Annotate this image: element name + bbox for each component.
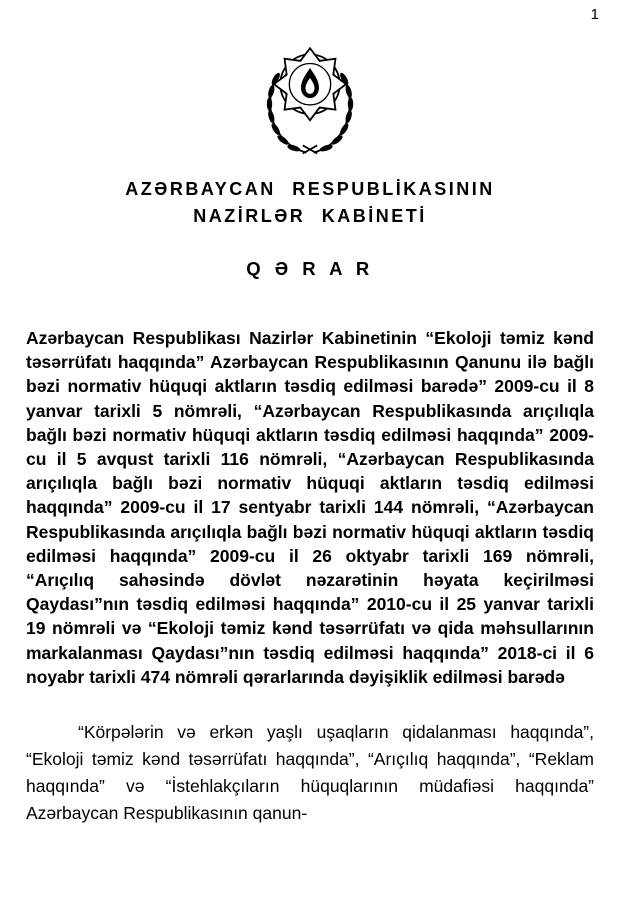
document-type-heading: Q Ə R A R [246,258,374,279]
organization-name [26,176,594,230]
coat-of-arms-icon [26,0,594,160]
page-number: 1 [590,6,599,23]
organization-name-line2: NAZİRLƏR KABİNETİ [193,206,427,226]
decree-title: Azərbaycan Respublikası Nazirlər Kabinetinin “Ekoloji təmiz kənd təsərrüfatı haqqında” Azərbaycan Respublikasının Qanunu ilə bağlı bəzi normativ hüquqi aktların təsdiq edilməsi barədə” 2009-cu il 8 yanvar tarixli 5 nömrəli, “Azərbaycan Respublikasında arıçılıqla bağlı bəzi normativ hüquqi aktların təsdiq edilməsi haqqında” 2009-cu il 5 avqust tarixli 116 nömrəli, “Azərbaycan Respublikasında arıçılıqla bağlı bəzi normativ hüquqi aktların təsdiq edilməsi haqqında” 2009-cu il 17 sentyabr tarixli 144 nömrəli, “Azərbaycan Respublikasında arıçılıqla bağlı bəzi normativ hüquqi aktların təsdiq edilməsi haqqında” 2009-cu il 26 oktyabr tarixli 169 nömrəli, “Arıçılıq sahəsində dövlət nəzarətinin həyata keçirilməsi Qaydası”nın təsdiq edilməsi haqqında” 2010-cu il 25 yanvar tarixli 19 nömrəli və “Ekoloji təmiz kənd təsərrüfatı və qida məhsullarının markalanması Qaydası”nın təsdiq edilməsi haqqında” 2018-ci il 6 noyabr tarixli 474 nömrəli qərarlarında dəyişiklik edilməsi barədə [26,328,594,687]
coat-of-arms-svg [256,30,364,160]
organization-name-line1: AZƏRBAYCAN RESPUBLİKASININ [125,179,495,199]
decree-body-paragraph: “Körpələrin və erkən yaşlı uşaqların qidalanması haqqında”, “Ekoloji təmiz kənd təsərrüfatı haqqında”, “Arıçılıq haqqında”, “Reklam haqqında” və “İstehlakçıların hüquqlarının müdafiəsi haqqında” Azərbaycan Respublikasının qanun- [26,722,594,824]
